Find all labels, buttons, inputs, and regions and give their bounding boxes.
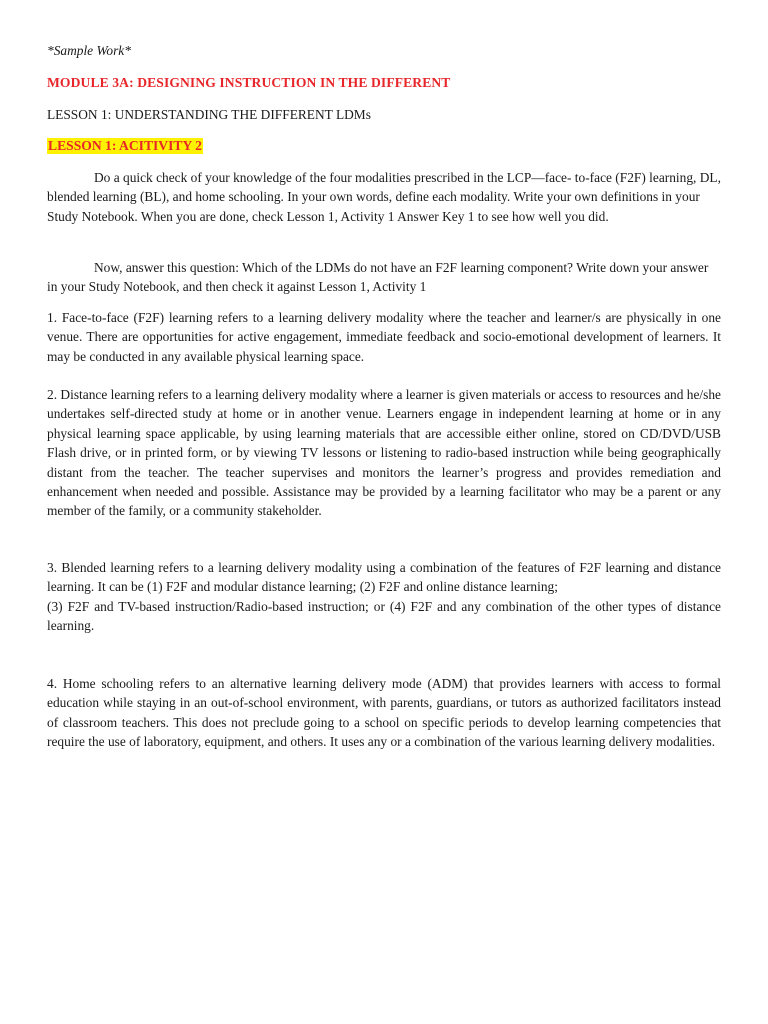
definition-blended-learning — [47, 558, 721, 636]
intro-paragraph-2: Now, answer this question: Which of the LDMs do not have an F2F learning component? Write down your answer in your Study Notebook, and then check it against Lesson 1, Activity 1 — [47, 260, 709, 295]
definition-blended-learning-part-1: 3. Blended learning refers to a learning delivery modality using a combination of the features of F2F learning and distance learning. It can be (1) F2F and modular distance learning; (2) F2F and online distance learning; — [47, 560, 721, 595]
activity-title: LESSON 1: ACITIVITY 2 — [48, 138, 202, 153]
definition-home-schooling: 4. Home schooling refers to an alternative learning delivery mode (ADM) that provides learners with access to formal education while staying in an out-of-school environment, with parents, guardians, or tutors as authorized facilitators instead of classroom teachers. This does not preclude going to a school on specific periods to develop learning competencies that require the use of laboratory, equipment, and others. It uses any or a combination of the various learning delivery modalities. — [47, 676, 721, 750]
definition-distance-learning: 2. Distance learning refers to a learning delivery modality where a learner is given materials or access to resources and he/she undertakes self-directed study at home or in another venue. Learners engage in independent learning at home or in any physical learning space applicable, by using learning materials that are accessible either online, stored on CD/DVD/USB Flash drive, or in printed form, or by viewing TV lessons or listening to radio-based instruction while being geographically distant from the teacher. The teacher supervises and monitors the learner’s progress and provides remediation and enhancement when needed and possible. Assistance may be provided by a learning facilitator who may be a parent or any member of the family, or a community stakeholder. — [47, 387, 721, 519]
definition-face-to-face: 1. Face-to-face (F2F) learning refers to a learning delivery modality where the teacher and learner/s are physically in one venue. There are opportunities for active engagement, immediate feedback and socio-emotional development of learners. It may be conducted in any available physical learning space. — [47, 310, 721, 364]
intro-paragraph-1: Do a quick check of your knowledge of the four modalities prescribed in the LCP—face- to-face (F2F) learning, DL, blended learning (BL), and home schooling. In your own words, define each modality. Write your own definitions in your Study Notebook. When you are done, check Lesson 1, Activity 1 Answer Key 1 to see how well you did. — [47, 170, 721, 224]
sample-work-label: *Sample Work* — [47, 43, 131, 58]
module-title: MODULE 3A: DESIGNING INSTRUCTION IN THE DIFFERENT — [47, 75, 451, 90]
definition-blended-learning-part-2: (3) F2F and TV-based instruction/Radio-based instruction; or (4) F2F and any combination of the other types of distance learning. — [47, 598, 721, 634]
lesson-title: LESSON 1: UNDERSTANDING THE DIFFERENT LDMs — [47, 107, 371, 122]
